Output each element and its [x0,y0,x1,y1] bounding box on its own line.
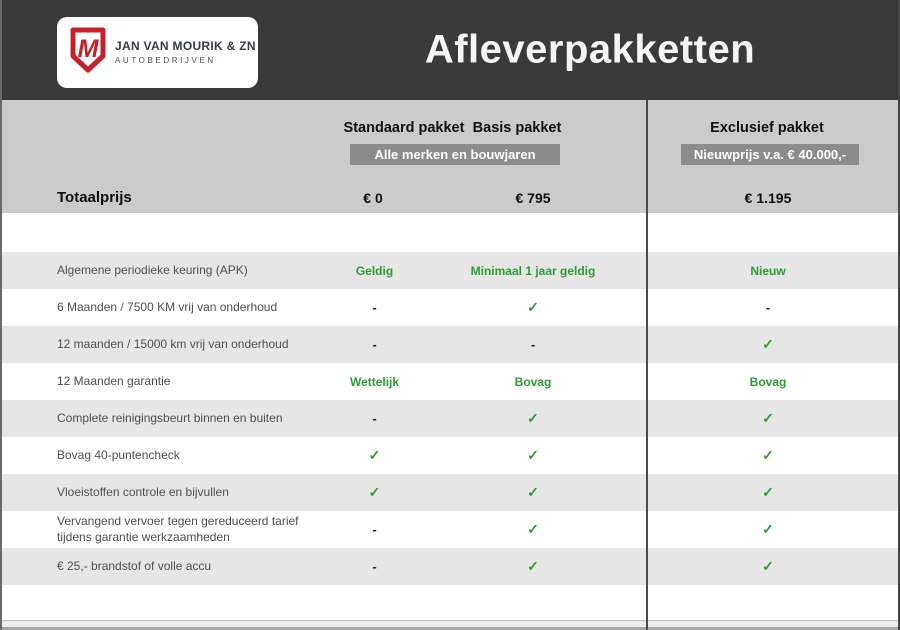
svg-text:M: M [77,35,99,63]
dealer-subtitle: AUTOBEDRIJVEN [115,55,216,65]
logo-text [115,40,256,65]
feature-label: Vloeistoffen controle en bijvullen [57,484,229,499]
check-icon: ✓ [762,410,774,426]
feature-label: 12 Maanden garantie [57,373,171,388]
feature-row [0,511,900,548]
feature-row [0,326,900,363]
dash-value: - [372,559,377,574]
feature-value: Wettelijk [349,374,400,389]
column-header-basis: Basis pakket [472,120,562,136]
badge-alle-merken: Alle merken en bouwjaren [350,144,560,165]
dealer-name: JAN VAN MOURIK & ZN [115,39,256,53]
feature-value: Nieuw [750,263,786,278]
column-header-exclusief: Exclusief pakket [710,120,824,136]
check-icon: ✓ [527,299,539,315]
feature-label: 6 Maanden / 7500 KM vrij van onderhoud [57,299,278,314]
feature-label: 12 maanden / 15000 km vrij van onderhoud [57,336,289,351]
feature-row [0,400,900,437]
feature-value: Bovag [749,374,787,389]
dash-value: - [765,300,771,315]
check-icon: ✓ [762,521,774,537]
feature-value: Geldig [355,263,394,278]
package-header-band [0,100,900,213]
feature-row [0,548,900,585]
total-price-basis: € 795 [515,190,551,206]
feature-row [0,289,900,326]
dash-value: - [372,337,377,352]
feature-label: Vervangend vervoer tegen gereduceerd tarief tijdens garantie werkzaamheden [57,513,299,544]
totals-label: Totaalprijs [57,189,132,206]
badge-nieuwprijs: Nieuwprijs v.a. € 40.000,- [681,144,859,165]
page-title: Afleverpakketten [424,27,756,72]
feature-row [0,363,900,400]
total-price-standaard: € 0 [363,190,383,206]
feature-label: € 25,- brandstof of volle accu [57,558,212,573]
dash-value: - [372,411,377,426]
check-icon: ✓ [762,558,774,574]
check-icon: ✓ [527,484,539,500]
check-icon: ✓ [527,447,539,463]
check-icon: ✓ [762,447,774,463]
logo-shield-icon [70,27,106,78]
feature-row [0,252,900,289]
check-icon: ✓ [368,484,381,500]
feature-value: Bovag [514,374,552,389]
dash-value: - [372,522,377,537]
feature-label: Bovag 40-puntencheck [57,447,180,462]
check-icon: ✓ [527,558,539,574]
check-icon: ✓ [527,521,539,537]
feature-row [0,437,900,474]
exclusief-column-divider [646,100,648,630]
header [0,0,900,100]
check-icon: ✓ [762,336,774,352]
column-header-standaard: Standaard pakket [343,120,465,136]
dash-value: - [372,300,377,315]
total-price-exclusief: € 1.195 [744,190,792,206]
feature-row [0,474,900,511]
dash-value: - [530,337,536,352]
check-icon: ✓ [527,410,539,426]
feature-rows [0,252,900,585]
feature-label: Algemene periodieke keuring (APK) [57,262,248,277]
feature-value: Minimaal 1 jaar geldig [470,263,596,278]
dealer-logo [57,17,258,88]
check-icon: ✓ [762,484,774,500]
check-icon: ✓ [368,447,381,463]
page-left-border [0,0,2,630]
feature-label: Complete reinigingsbeurt binnen en buiten [57,410,283,425]
